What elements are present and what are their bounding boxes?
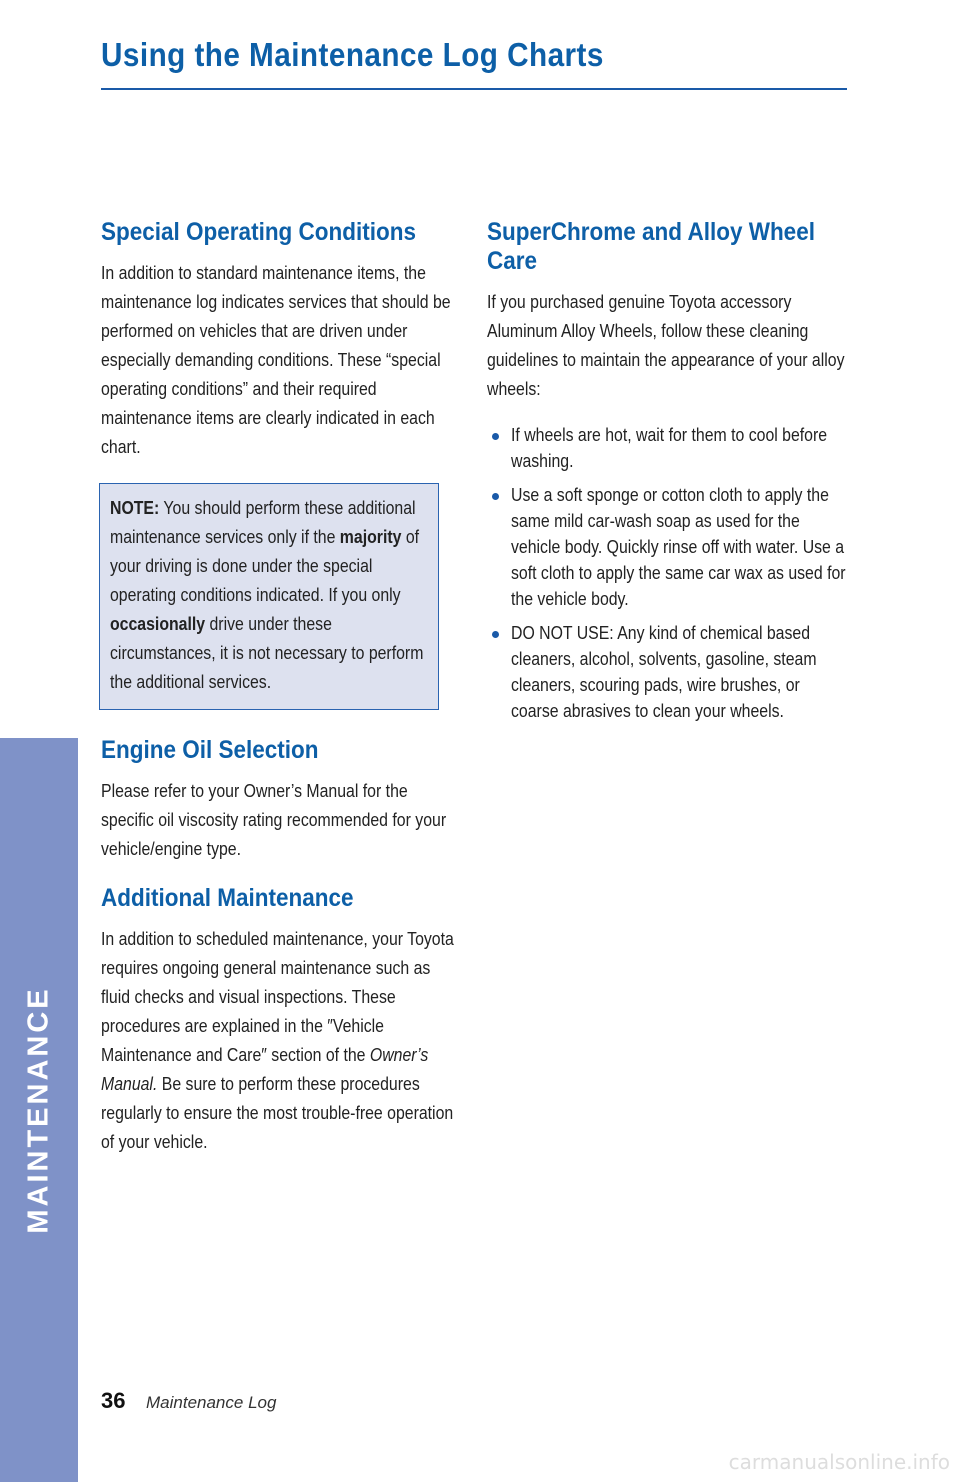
bullet-icon xyxy=(492,631,499,638)
note-emphasis-occasionally: occasionally xyxy=(110,614,206,634)
bullet-icon xyxy=(492,493,499,500)
title-divider xyxy=(101,88,847,90)
watermark: carmanualsonline.info xyxy=(728,1450,950,1474)
wheel-care-heading: SuperChrome and Alloy Wheel Care xyxy=(487,218,815,275)
page-number: 36 xyxy=(101,1388,126,1413)
engine-oil-body: Please refer to your Owner’s Manual for the specific oil viscosity rating recommended for your vehicle/engine type. xyxy=(101,781,447,859)
footer-label: Maintenance Log xyxy=(146,1393,277,1412)
list-item: DO NOT USE: Any kind of chemical based cleaners, alcohol, solvents, gasoline, steam cleaners, scouring pads, wire brushes, or coarse abrasives to clean your wheels. xyxy=(487,620,847,724)
page-title: Using the Maintenance Log Charts xyxy=(101,36,604,73)
bullet-icon xyxy=(492,433,499,440)
special-conditions-body: In addition to standard maintenance items, the maintenance log indicates services that should be performed on vehicles that are driven under especially demanding conditions. These “special operating conditions” and their required maintenance items are clearly indicated in each chart. xyxy=(101,263,451,457)
note-box xyxy=(99,483,439,710)
list-item: If wheels are hot, wait for them to cool before washing. xyxy=(487,422,847,474)
wheel-care-list xyxy=(487,422,847,724)
note-emphasis-majority: majority xyxy=(339,527,402,547)
note-text: NOTE: You should perform these additional maintenance services only if the majority of your driving is done under the special operating conditions indicated. If you only occasionally drive under these circumstances, it is not necessary to perform the additional services. xyxy=(110,498,424,692)
list-item: Use a soft sponge or cotton cloth to apply the same mild car-wash soap as used for the vehicle body. Quickly rinse off with water. Use a soft cloth to apply the same car wax as used for the vehicle body. xyxy=(487,482,847,612)
additional-maintenance-body: In addition to scheduled maintenance, your Toyota requires ongoing general maintenance such as fluid checks and visual inspections. These procedures are explained in the ″Vehicle Maintenance and Care″ section of the Owner’s Manual. Be sure to perform these procedures regularly to ensure the most trouble-free operation of your vehicle. xyxy=(101,929,454,1152)
left-column xyxy=(101,218,461,1157)
engine-oil-heading: Engine Oil Selection xyxy=(101,736,319,764)
side-tab-label: MAINTENANCE xyxy=(22,986,55,1234)
additional-maintenance-heading: Additional Maintenance xyxy=(101,884,354,912)
note-label: NOTE: xyxy=(110,498,160,518)
owners-manual-ref: Owner’s Manual. xyxy=(101,1045,429,1094)
right-column xyxy=(487,218,847,732)
wheel-care-intro: If you purchased genuine Toyota accessory Aluminum Alloy Wheels, follow these cleaning guidelines to maintain the appearance of your alloy wheels: xyxy=(487,292,845,399)
special-conditions-heading: Special Operating Conditions xyxy=(101,218,417,246)
